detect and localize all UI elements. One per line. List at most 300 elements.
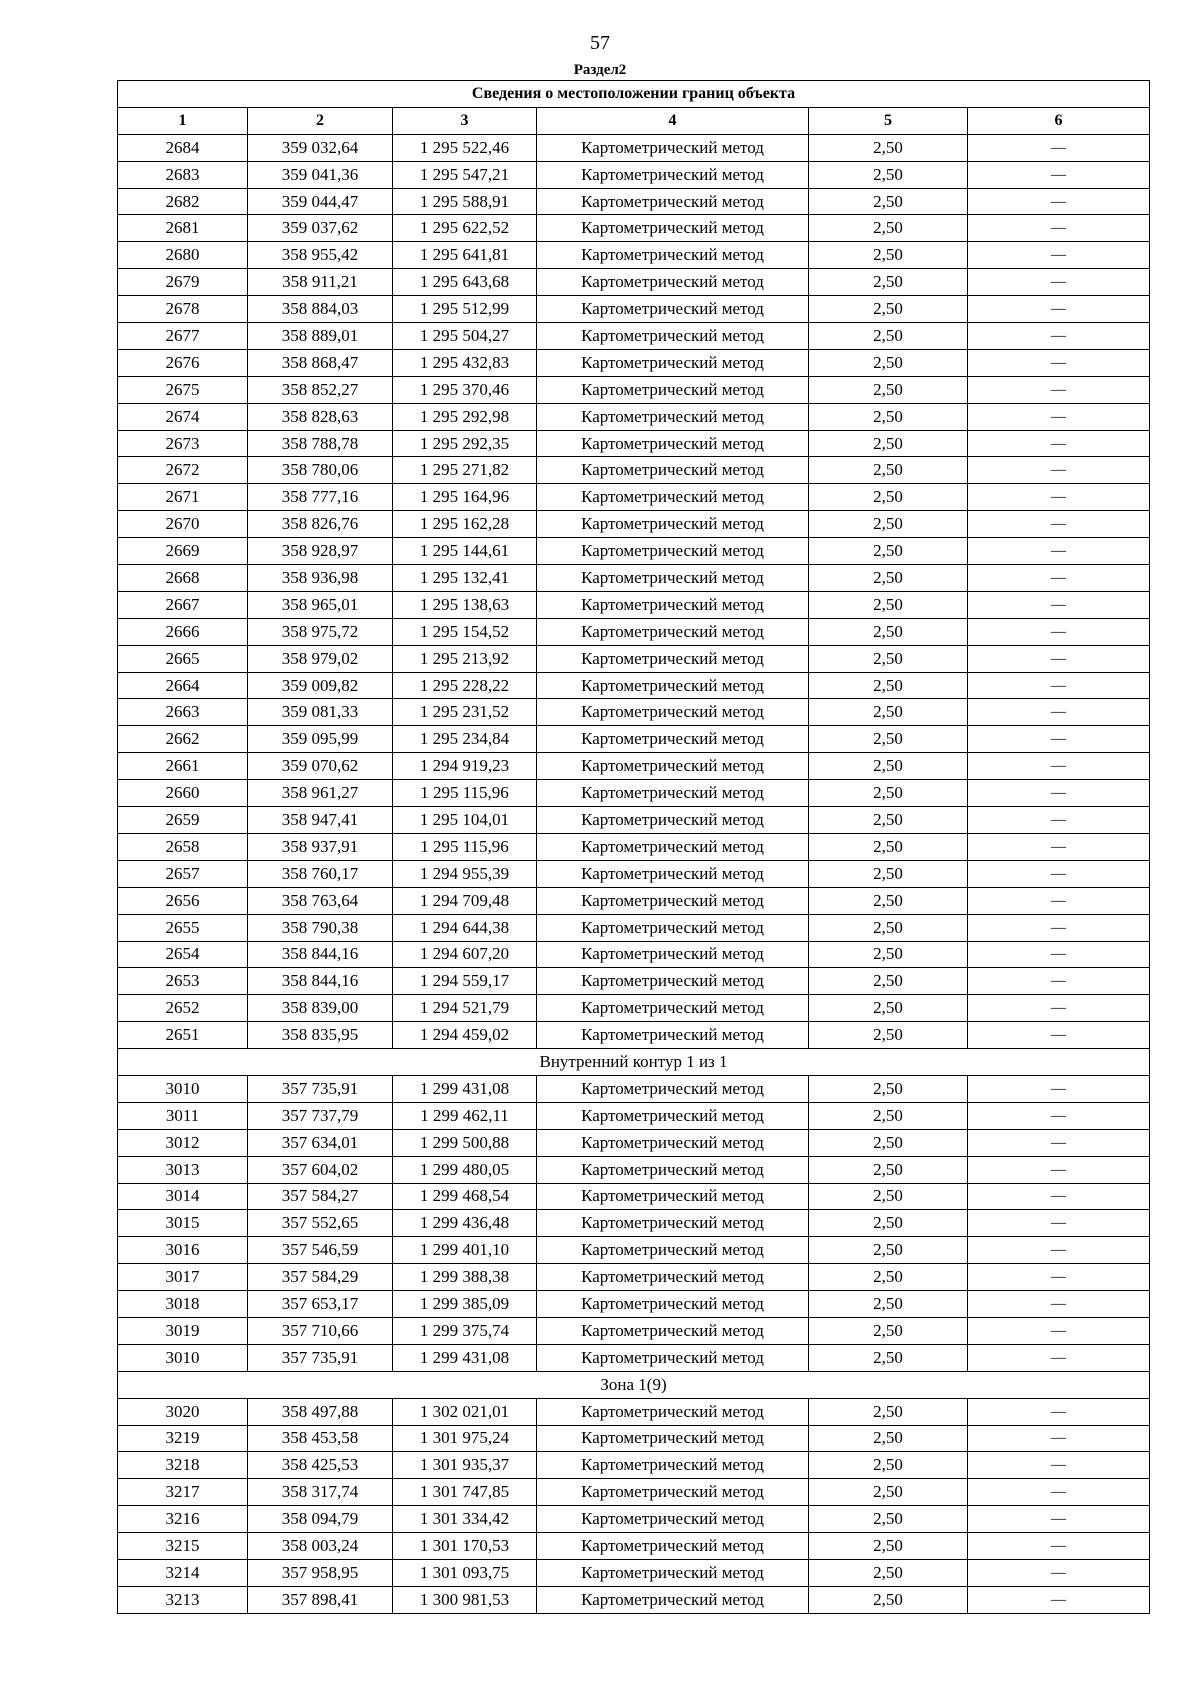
table-row [118, 1559, 1150, 1586]
x-coordinate-cell: 358 826,76 [248, 511, 393, 538]
accuracy-cell: 2,50 [809, 860, 968, 887]
x-coordinate-cell: 358 884,03 [248, 296, 393, 323]
y-coordinate-cell: 1 299 431,08 [393, 1344, 537, 1371]
method-cell: Картометрический метод [537, 134, 809, 161]
column-header: 1 [118, 107, 248, 134]
description-cell: — [968, 269, 1150, 296]
y-coordinate-cell: 1 295 522,46 [393, 134, 537, 161]
point-number-cell: 2684 [118, 134, 248, 161]
point-number-cell: 3020 [118, 1398, 248, 1425]
description-cell: — [968, 1506, 1150, 1533]
method-cell: Картометрический метод [537, 1586, 809, 1613]
description-cell: — [968, 376, 1150, 403]
description-cell: — [968, 484, 1150, 511]
x-coordinate-cell: 357 737,79 [248, 1102, 393, 1129]
accuracy-cell: 2,50 [809, 403, 968, 430]
method-cell: Картометрический метод [537, 296, 809, 323]
accuracy-cell: 2,50 [809, 968, 968, 995]
x-coordinate-cell: 358 844,16 [248, 968, 393, 995]
description-cell: — [968, 134, 1150, 161]
x-coordinate-cell: 357 735,91 [248, 1344, 393, 1371]
point-number-cell: 3011 [118, 1102, 248, 1129]
column-header: 2 [248, 107, 393, 134]
accuracy-cell: 2,50 [809, 1210, 968, 1237]
x-coordinate-cell: 359 095,99 [248, 726, 393, 753]
column-header: 4 [537, 107, 809, 134]
accuracy-cell: 2,50 [809, 430, 968, 457]
x-coordinate-cell: 358 425,53 [248, 1452, 393, 1479]
table-row [118, 188, 1150, 215]
y-coordinate-cell: 1 299 388,38 [393, 1264, 537, 1291]
accuracy-cell: 2,50 [809, 376, 968, 403]
accuracy-cell: 2,50 [809, 672, 968, 699]
point-number-cell: 2665 [118, 645, 248, 672]
point-number-cell: 2679 [118, 269, 248, 296]
description-cell: — [968, 1344, 1150, 1371]
accuracy-cell: 2,50 [809, 538, 968, 565]
y-coordinate-cell: 1 295 104,01 [393, 807, 537, 834]
column-header: 3 [393, 107, 537, 134]
method-cell: Картометрический метод [537, 215, 809, 242]
point-number-cell: 3213 [118, 1586, 248, 1613]
x-coordinate-cell: 358 497,88 [248, 1398, 393, 1425]
table-row [118, 215, 1150, 242]
point-number-cell: 2657 [118, 860, 248, 887]
method-cell: Картометрический метод [537, 1264, 809, 1291]
description-cell: — [968, 161, 1150, 188]
description-cell: — [968, 807, 1150, 834]
description-cell: — [968, 242, 1150, 269]
table-row [118, 538, 1150, 565]
description-cell: — [968, 941, 1150, 968]
x-coordinate-cell: 358 955,42 [248, 242, 393, 269]
point-number-cell: 2653 [118, 968, 248, 995]
table-row [118, 1022, 1150, 1049]
accuracy-cell: 2,50 [809, 1129, 968, 1156]
point-number-cell: 2672 [118, 457, 248, 484]
x-coordinate-cell: 358 760,17 [248, 860, 393, 887]
point-number-cell: 3014 [118, 1183, 248, 1210]
accuracy-cell: 2,50 [809, 215, 968, 242]
section-title: Раздел2 [573, 62, 627, 78]
accuracy-cell: 2,50 [809, 645, 968, 672]
table-row [118, 484, 1150, 511]
y-coordinate-cell: 1 299 401,10 [393, 1237, 537, 1264]
description-cell: — [968, 1398, 1150, 1425]
table-row [118, 376, 1150, 403]
accuracy-cell: 2,50 [809, 1506, 968, 1533]
table-row [118, 968, 1150, 995]
point-number-cell: 2668 [118, 565, 248, 592]
y-coordinate-cell: 1 295 115,96 [393, 780, 537, 807]
description-cell: — [968, 188, 1150, 215]
method-cell: Картометрический метод [537, 887, 809, 914]
description-cell: — [968, 1156, 1150, 1183]
point-number-cell: 2655 [118, 914, 248, 941]
description-cell: — [968, 1264, 1150, 1291]
x-coordinate-cell: 358 889,01 [248, 323, 393, 350]
y-coordinate-cell: 1 302 021,01 [393, 1398, 537, 1425]
table-row [118, 1344, 1150, 1371]
method-cell: Картометрический метод [537, 807, 809, 834]
method-cell: Картометрический метод [537, 1237, 809, 1264]
y-coordinate-cell: 1 294 709,48 [393, 887, 537, 914]
method-cell: Картометрический метод [537, 995, 809, 1022]
point-number-cell: 2660 [118, 780, 248, 807]
point-number-cell: 2663 [118, 699, 248, 726]
subsection-label: Внутренний контур 1 из 1 [118, 1049, 1150, 1076]
x-coordinate-cell: 358 839,00 [248, 995, 393, 1022]
point-number-cell: 2676 [118, 349, 248, 376]
description-cell: — [968, 1559, 1150, 1586]
point-number-cell: 3012 [118, 1129, 248, 1156]
x-coordinate-cell: 358 780,06 [248, 457, 393, 484]
x-coordinate-cell: 358 852,27 [248, 376, 393, 403]
accuracy-cell: 2,50 [809, 1317, 968, 1344]
x-coordinate-cell: 359 070,62 [248, 753, 393, 780]
description-cell: — [968, 1210, 1150, 1237]
accuracy-cell: 2,50 [809, 1586, 968, 1613]
method-cell: Картометрический метод [537, 565, 809, 592]
y-coordinate-cell: 1 300 981,53 [393, 1586, 537, 1613]
table-row [118, 887, 1150, 914]
table-row [118, 349, 1150, 376]
y-coordinate-cell: 1 295 504,27 [393, 323, 537, 350]
accuracy-cell: 2,50 [809, 807, 968, 834]
y-coordinate-cell: 1 301 170,53 [393, 1533, 537, 1560]
page-number: 57 [590, 32, 610, 54]
x-coordinate-cell: 357 584,27 [248, 1183, 393, 1210]
method-cell: Картометрический метод [537, 1344, 809, 1371]
point-number-cell: 3019 [118, 1317, 248, 1344]
accuracy-cell: 2,50 [809, 511, 968, 538]
accuracy-cell: 2,50 [809, 887, 968, 914]
accuracy-cell: 2,50 [809, 1102, 968, 1129]
column-header-row [118, 107, 1150, 134]
y-coordinate-cell: 1 295 622,52 [393, 215, 537, 242]
y-coordinate-cell: 1 295 588,91 [393, 188, 537, 215]
x-coordinate-cell: 357 604,02 [248, 1156, 393, 1183]
table-row [118, 134, 1150, 161]
point-number-cell: 3017 [118, 1264, 248, 1291]
method-cell: Картометрический метод [537, 161, 809, 188]
method-cell: Картометрический метод [537, 269, 809, 296]
y-coordinate-cell: 1 299 480,05 [393, 1156, 537, 1183]
x-coordinate-cell: 357 546,59 [248, 1237, 393, 1264]
table-row [118, 591, 1150, 618]
description-cell: — [968, 323, 1150, 350]
method-cell: Картометрический метод [537, 726, 809, 753]
table-row [118, 1317, 1150, 1344]
table-row [118, 807, 1150, 834]
x-coordinate-cell: 358 763,64 [248, 887, 393, 914]
method-cell: Картометрический метод [537, 1425, 809, 1452]
description-cell: — [968, 672, 1150, 699]
description-cell: — [968, 1183, 1150, 1210]
x-coordinate-cell: 359 037,62 [248, 215, 393, 242]
point-number-cell: 3013 [118, 1156, 248, 1183]
accuracy-cell: 2,50 [809, 484, 968, 511]
table-row [118, 1183, 1150, 1210]
point-number-cell: 2667 [118, 591, 248, 618]
table-row [118, 1291, 1150, 1318]
method-cell: Картометрический метод [537, 349, 809, 376]
y-coordinate-cell: 1 301 747,85 [393, 1479, 537, 1506]
method-cell: Картометрический метод [537, 699, 809, 726]
y-coordinate-cell: 1 295 231,52 [393, 699, 537, 726]
point-number-cell: 2671 [118, 484, 248, 511]
table-row [118, 565, 1150, 592]
y-coordinate-cell: 1 294 607,20 [393, 941, 537, 968]
accuracy-cell: 2,50 [809, 1022, 968, 1049]
x-coordinate-cell: 357 584,29 [248, 1264, 393, 1291]
point-number-cell: 2681 [118, 215, 248, 242]
x-coordinate-cell: 358 937,91 [248, 833, 393, 860]
x-coordinate-cell: 359 044,47 [248, 188, 393, 215]
method-cell: Картометрический метод [537, 484, 809, 511]
accuracy-cell: 2,50 [809, 269, 968, 296]
table-row [118, 618, 1150, 645]
description-cell: — [968, 1317, 1150, 1344]
description-cell: — [968, 565, 1150, 592]
table-row [118, 726, 1150, 753]
y-coordinate-cell: 1 301 093,75 [393, 1559, 537, 1586]
description-cell: — [968, 780, 1150, 807]
table-row [118, 1452, 1150, 1479]
table-row [118, 323, 1150, 350]
method-cell: Картометрический метод [537, 1479, 809, 1506]
accuracy-cell: 2,50 [809, 1479, 968, 1506]
x-coordinate-cell: 358 868,47 [248, 349, 393, 376]
description-cell: — [968, 1479, 1150, 1506]
y-coordinate-cell: 1 295 641,81 [393, 242, 537, 269]
description-cell: — [968, 296, 1150, 323]
description-cell: — [968, 1102, 1150, 1129]
accuracy-cell: 2,50 [809, 134, 968, 161]
method-cell: Картометрический метод [537, 672, 809, 699]
x-coordinate-cell: 358 936,98 [248, 565, 393, 592]
accuracy-cell: 2,50 [809, 591, 968, 618]
table-row [118, 1533, 1150, 1560]
y-coordinate-cell: 1 295 132,41 [393, 565, 537, 592]
point-number-cell: 3015 [118, 1210, 248, 1237]
y-coordinate-cell: 1 294 955,39 [393, 860, 537, 887]
y-coordinate-cell: 1 295 512,99 [393, 296, 537, 323]
description-cell: — [968, 1075, 1150, 1102]
accuracy-cell: 2,50 [809, 1237, 968, 1264]
method-cell: Картометрический метод [537, 511, 809, 538]
point-number-cell: 2654 [118, 941, 248, 968]
accuracy-cell: 2,50 [809, 323, 968, 350]
point-number-cell: 2652 [118, 995, 248, 1022]
x-coordinate-cell: 358 317,74 [248, 1479, 393, 1506]
y-coordinate-cell: 1 294 459,02 [393, 1022, 537, 1049]
table-row [118, 1506, 1150, 1533]
table-row [118, 242, 1150, 269]
x-coordinate-cell: 358 947,41 [248, 807, 393, 834]
point-number-cell: 2651 [118, 1022, 248, 1049]
description-cell: — [968, 914, 1150, 941]
description-cell: — [968, 968, 1150, 995]
table-row [118, 860, 1150, 887]
point-number-cell: 2662 [118, 726, 248, 753]
method-cell: Картометрический метод [537, 323, 809, 350]
description-cell: — [968, 1237, 1150, 1264]
point-number-cell: 3016 [118, 1237, 248, 1264]
description-cell: — [968, 699, 1150, 726]
accuracy-cell: 2,50 [809, 1533, 968, 1560]
y-coordinate-cell: 1 295 162,28 [393, 511, 537, 538]
table-row [118, 430, 1150, 457]
subsection-row [118, 1371, 1150, 1398]
table-title: Сведения о местоположении границ объекта [118, 81, 1150, 108]
method-cell: Картометрический метод [537, 1452, 809, 1479]
accuracy-cell: 2,50 [809, 914, 968, 941]
table-row [118, 1102, 1150, 1129]
accuracy-cell: 2,50 [809, 941, 968, 968]
accuracy-cell: 2,50 [809, 995, 968, 1022]
accuracy-cell: 2,50 [809, 161, 968, 188]
subsection-label: Зона 1(9) [118, 1371, 1150, 1398]
method-cell: Картометрический метод [537, 430, 809, 457]
point-number-cell: 3018 [118, 1291, 248, 1318]
method-cell: Картометрический метод [537, 538, 809, 565]
y-coordinate-cell: 1 295 271,82 [393, 457, 537, 484]
point-number-cell: 2658 [118, 833, 248, 860]
table-row [118, 1075, 1150, 1102]
point-number-cell: 2669 [118, 538, 248, 565]
x-coordinate-cell: 357 710,66 [248, 1317, 393, 1344]
method-cell: Картометрический метод [537, 376, 809, 403]
description-cell: — [968, 215, 1150, 242]
description-cell: — [968, 618, 1150, 645]
point-number-cell: 2670 [118, 511, 248, 538]
description-cell: — [968, 1291, 1150, 1318]
accuracy-cell: 2,50 [809, 1183, 968, 1210]
y-coordinate-cell: 1 295 234,84 [393, 726, 537, 753]
x-coordinate-cell: 358 911,21 [248, 269, 393, 296]
x-coordinate-cell: 359 032,64 [248, 134, 393, 161]
description-cell: — [968, 457, 1150, 484]
point-number-cell: 2682 [118, 188, 248, 215]
table-row [118, 1129, 1150, 1156]
y-coordinate-cell: 1 299 375,74 [393, 1317, 537, 1344]
point-number-cell: 3218 [118, 1452, 248, 1479]
y-coordinate-cell: 1 301 935,37 [393, 1452, 537, 1479]
method-cell: Картометрический метод [537, 860, 809, 887]
method-cell: Картометрический метод [537, 1156, 809, 1183]
x-coordinate-cell: 357 735,91 [248, 1075, 393, 1102]
accuracy-cell: 2,50 [809, 1425, 968, 1452]
table-row [118, 1425, 1150, 1452]
accuracy-cell: 2,50 [809, 296, 968, 323]
point-number-cell: 3010 [118, 1075, 248, 1102]
method-cell: Картометрический метод [537, 833, 809, 860]
point-number-cell: 2666 [118, 618, 248, 645]
table-row [118, 1398, 1150, 1425]
y-coordinate-cell: 1 295 547,21 [393, 161, 537, 188]
y-coordinate-cell: 1 295 643,68 [393, 269, 537, 296]
x-coordinate-cell: 358 975,72 [248, 618, 393, 645]
description-cell: — [968, 1586, 1150, 1613]
x-coordinate-cell: 358 928,97 [248, 538, 393, 565]
point-number-cell: 3010 [118, 1344, 248, 1371]
table-body [118, 134, 1150, 1613]
accuracy-cell: 2,50 [809, 726, 968, 753]
y-coordinate-cell: 1 299 462,11 [393, 1102, 537, 1129]
y-coordinate-cell: 1 294 919,23 [393, 753, 537, 780]
table-row [118, 833, 1150, 860]
method-cell: Картометрический метод [537, 1075, 809, 1102]
point-number-cell: 2661 [118, 753, 248, 780]
description-cell: — [968, 645, 1150, 672]
x-coordinate-cell: 358 777,16 [248, 484, 393, 511]
point-number-cell: 2678 [118, 296, 248, 323]
boundary-coordinates-table [117, 80, 1150, 1614]
method-cell: Картометрический метод [537, 941, 809, 968]
point-number-cell: 2656 [118, 887, 248, 914]
y-coordinate-cell: 1 295 432,83 [393, 349, 537, 376]
y-coordinate-cell: 1 294 644,38 [393, 914, 537, 941]
accuracy-cell: 2,50 [809, 1344, 968, 1371]
point-number-cell: 2664 [118, 672, 248, 699]
method-cell: Картометрический метод [537, 403, 809, 430]
point-number-cell: 3214 [118, 1559, 248, 1586]
x-coordinate-cell: 358 094,79 [248, 1506, 393, 1533]
accuracy-cell: 2,50 [809, 1264, 968, 1291]
description-cell: — [968, 591, 1150, 618]
description-cell: — [968, 753, 1150, 780]
y-coordinate-cell: 1 295 164,96 [393, 484, 537, 511]
method-cell: Картометрический метод [537, 968, 809, 995]
point-number-cell: 2680 [118, 242, 248, 269]
x-coordinate-cell: 358 979,02 [248, 645, 393, 672]
table-row [118, 1210, 1150, 1237]
y-coordinate-cell: 1 295 213,92 [393, 645, 537, 672]
y-coordinate-cell: 1 301 334,42 [393, 1506, 537, 1533]
x-coordinate-cell: 359 009,82 [248, 672, 393, 699]
accuracy-cell: 2,50 [809, 699, 968, 726]
method-cell: Картометрический метод [537, 618, 809, 645]
y-coordinate-cell: 1 299 500,88 [393, 1129, 537, 1156]
y-coordinate-cell: 1 301 975,24 [393, 1425, 537, 1452]
table-row [118, 995, 1150, 1022]
y-coordinate-cell: 1 299 385,09 [393, 1291, 537, 1318]
point-number-cell: 2677 [118, 323, 248, 350]
table-row [118, 1264, 1150, 1291]
x-coordinate-cell: 357 958,95 [248, 1559, 393, 1586]
x-coordinate-cell: 357 552,65 [248, 1210, 393, 1237]
table-row [118, 296, 1150, 323]
description-cell: — [968, 1022, 1150, 1049]
table-row [118, 699, 1150, 726]
method-cell: Картометрический метод [537, 753, 809, 780]
table-row [118, 1156, 1150, 1183]
description-cell: — [968, 833, 1150, 860]
y-coordinate-cell: 1 295 228,22 [393, 672, 537, 699]
method-cell: Картометрический метод [537, 1183, 809, 1210]
x-coordinate-cell: 357 898,41 [248, 1586, 393, 1613]
x-coordinate-cell: 358 965,01 [248, 591, 393, 618]
y-coordinate-cell: 1 295 292,98 [393, 403, 537, 430]
x-coordinate-cell: 358 790,38 [248, 914, 393, 941]
point-number-cell: 2675 [118, 376, 248, 403]
method-cell: Картометрический метод [537, 1102, 809, 1129]
table-row [118, 914, 1150, 941]
x-coordinate-cell: 358 003,24 [248, 1533, 393, 1560]
accuracy-cell: 2,50 [809, 780, 968, 807]
description-cell: — [968, 403, 1150, 430]
